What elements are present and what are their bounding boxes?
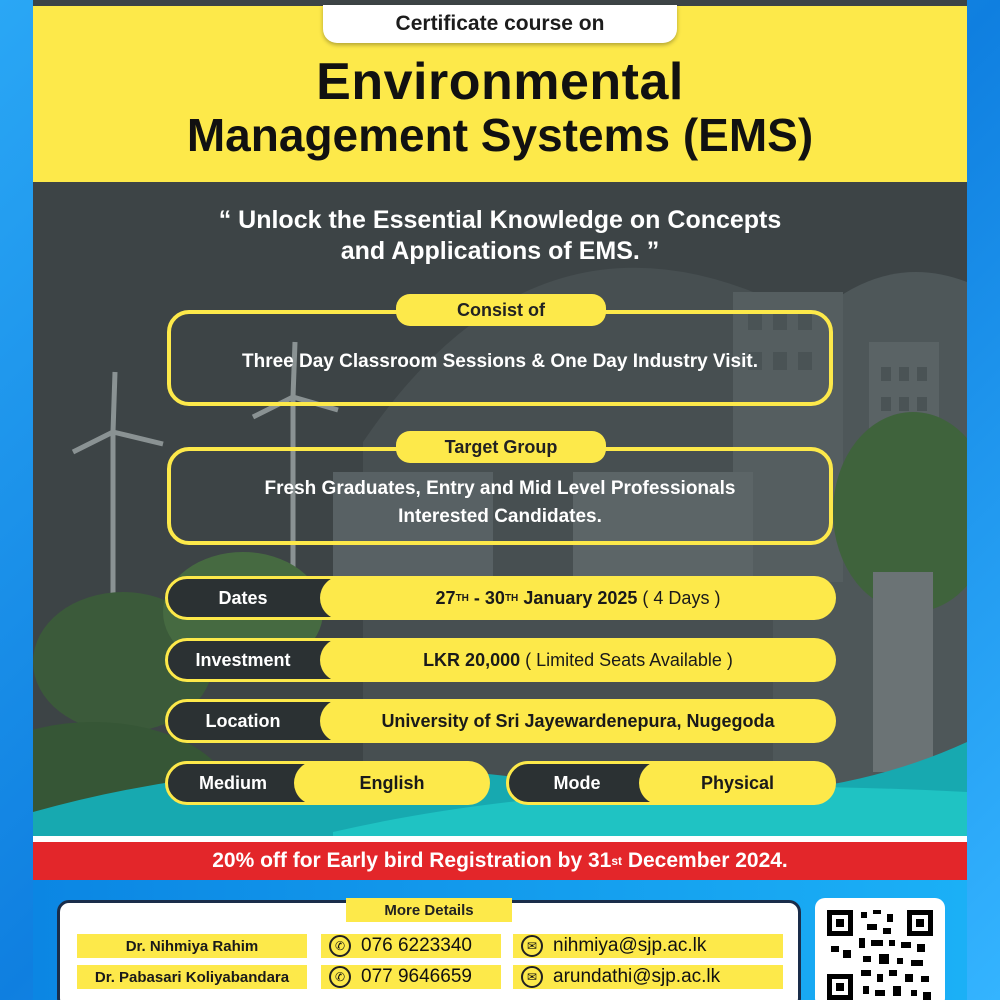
dates-start: 27: [435, 587, 456, 608]
promo-text: 20% off for Early bird Registration by 31: [212, 849, 612, 872]
dates-value: 27 TH - 30 TH January 2025 ( 4 Days ): [320, 576, 836, 620]
phone-icon: ✆: [329, 966, 351, 988]
target-group-label: Target Group: [396, 431, 606, 463]
contact-phone-2[interactable]: [321, 965, 501, 989]
dates-end-suffix: TH: [504, 592, 519, 604]
dates-row: [165, 576, 833, 620]
contact-email-2-text: arundathi@sjp.ac.lk: [553, 966, 721, 987]
tagline-line-2: and Applications of EMS. ”: [340, 237, 660, 265]
contact-email-1[interactable]: [513, 934, 783, 958]
investment-amount: LKR 20,000: [423, 649, 521, 670]
consist-of-text: Three Day Classroom Sessions & One Day Industry Visit.: [242, 351, 758, 372]
investment-note: ( Limited Seats Available ): [525, 649, 733, 670]
mail-icon: ✉: [521, 935, 543, 957]
contact-name-1: Dr. Nihmiya Rahim: [77, 934, 307, 958]
tagline-line-1: “ Unlock the Essential Knowledge on Concepts: [218, 206, 782, 234]
promo-ordinal: st: [611, 854, 622, 868]
medium-value: English: [294, 761, 490, 805]
dates-duration: ( 4 Days ): [642, 587, 721, 608]
tagline-quote: [33, 205, 967, 267]
mode-value: Physical: [639, 761, 836, 805]
qr-code[interactable]: [815, 898, 945, 1000]
mode-label: Mode: [553, 772, 601, 793]
promo-date: December 2024.: [627, 849, 788, 872]
target-group-line-2: Interested Candidates.: [398, 506, 602, 527]
contact-email-1-text: nihmiya@sjp.ac.lk: [553, 935, 707, 956]
contact-phone-1-text: 076 6223340: [361, 935, 472, 956]
investment-value: [320, 638, 836, 682]
dates-label: Dates: [218, 587, 268, 608]
more-details-tab: More Details: [346, 898, 512, 922]
mail-icon: ✉: [521, 966, 543, 988]
location-label: Location: [205, 710, 281, 731]
phone-icon: ✆: [329, 935, 351, 957]
target-group-line-1: Fresh Graduates, Entry and Mid Level Professionals: [264, 478, 736, 499]
contact-phone-1[interactable]: [321, 934, 501, 958]
dates-month: January 2025: [523, 587, 638, 608]
contact-name-2: Dr. Pabasari Koliyabandara: [77, 965, 307, 989]
consist-of-label: Consist of: [396, 294, 606, 326]
dates-start-suffix: TH: [455, 592, 469, 604]
mode-row: [506, 761, 833, 805]
medium-row: [165, 761, 487, 805]
poster: [33, 0, 967, 1000]
course-type-tag: Certificate course on: [323, 5, 677, 43]
location-value: University of Sri Jayewardenepura, Nugegoda: [320, 699, 836, 743]
dates-end: 30: [484, 587, 505, 608]
location-row: [165, 699, 833, 743]
contact-email-2[interactable]: [513, 965, 783, 989]
medium-label: Medium: [198, 772, 267, 793]
target-group-text: [171, 475, 829, 531]
investment-row: [165, 638, 833, 682]
title-line-1: Environmental: [316, 53, 684, 111]
contact-phone-2-text: 077 9646659: [361, 966, 472, 987]
title-line-2: Management Systems (EMS): [186, 109, 814, 161]
investment-label: Investment: [195, 649, 291, 670]
early-bird-promo: [33, 842, 967, 880]
qr-code-icon: [827, 910, 933, 1000]
